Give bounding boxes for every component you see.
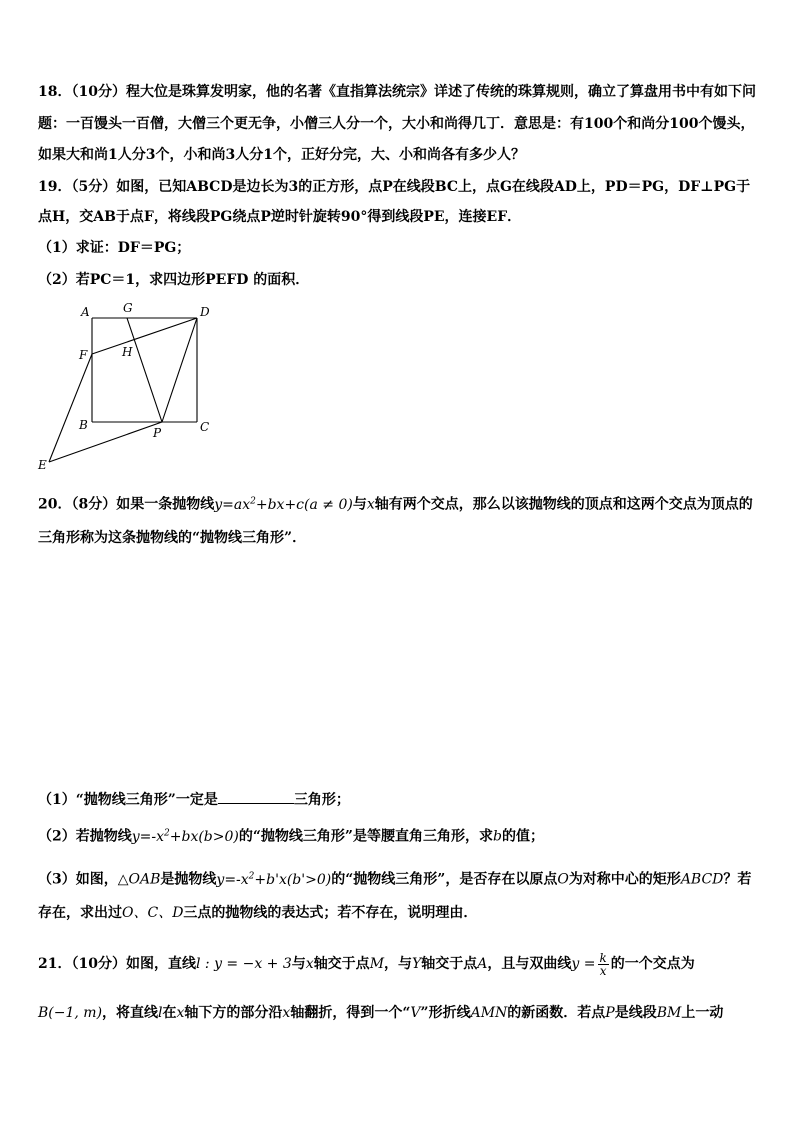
q20-intro: 20．（8分）如果一条抛物线 [38, 496, 215, 513]
label-p: P [153, 426, 162, 440]
q20-part-3-line-2: 存在，求出过O、C、D三点的抛物线的表达式；若不存在，说明理由． [38, 905, 478, 921]
q18-line-3: 如果大和尚1人分3个，小和尚3人分1个，正好分完，大、小和尚各有多少人？ [38, 147, 525, 163]
q20-line-1: 20．（8分）如果一条抛物线$y=ax^2+bx+c(a \ne 0)$与x轴有两个交点，那么以该抛物线的顶点和这两个交点为顶点的 [38, 496, 753, 513]
segment-df [92, 318, 197, 354]
label-b: B [79, 418, 88, 432]
q19-figure [30, 298, 230, 478]
label-h: H [122, 345, 133, 359]
q18-line-2: 题：一百馒头一百僧，大僧三个更无争，小僧三人分一个，大小和尚得几丁．意思是：有100个和尚分100个馒头， [38, 116, 755, 132]
fraction-k-over-x: $\frac{k}{x}$ [599, 950, 607, 978]
q19-part-1: （1）求证：DF＝PG； [38, 240, 191, 256]
q21-line-2: B(−1, m)，将直线l在x轴下方的部分沿x轴翻折，得到一个“V”形折线AMN的新函数．若点P是线段BM上一动 [38, 1005, 724, 1021]
q19-line-1: 19．（5分）如图，已知ABCD是边长为3的正方形，点P在线段BC上，点G在线段AD上，PD＝PG，DF⊥PG于 [38, 179, 751, 195]
segment-pd [162, 318, 197, 422]
label-a: A [81, 305, 90, 319]
label-g: G [123, 301, 133, 315]
q20-part-1: （1）“抛物线三角形”一定是 三角形； [38, 789, 350, 810]
q20-part-3: （3）如图，△OAB是抛物线$y=-x^2+b'x(b'>0)$的“抛物线三角形”，是否存在以原点O为对称中心的矩形ABCD？若 [38, 871, 752, 888]
segment-pe [49, 422, 162, 462]
label-e: E [38, 458, 47, 472]
q18-line-1: 18．（10分）程大位是珠算发明家，他的名著《直指算法统宗》详述了传统的珠算规则，确立了算盘用书中有如下问 [38, 84, 756, 100]
q20-formula: $y=ax^2+bx+c(a \ne 0)$ [214, 496, 353, 513]
segment-pg [127, 318, 162, 422]
label-d: D [200, 305, 210, 319]
label-f: F [79, 348, 88, 362]
q20-line-2: 三角形称为这条抛物线的“抛物线三角形”． [38, 530, 307, 546]
answer-blank[interactable] [218, 789, 294, 804]
segment-ef [49, 354, 92, 462]
q21-line-1: 21．（10分）如图，直线l : y = −x + 3与x轴交于点M，与Y轴交于点A，且与双曲线y = $\frac{k}{x}$ 的一个交点为 [38, 950, 695, 978]
q20-part-2: （2）若抛物线$y=-x^2+bx(b>0)$的“抛物线三角形”是等腰直角三角形，求b的值； [38, 828, 544, 845]
q19-part-2: （2）若PC＝1，求四边形PEFD 的面积． [38, 272, 310, 288]
label-c: C [200, 420, 210, 434]
q19-line-2: 点H，交AB于点F，将线段PG绕点P逆时针旋转90°得到线段PE，连接EF． [38, 209, 522, 225]
